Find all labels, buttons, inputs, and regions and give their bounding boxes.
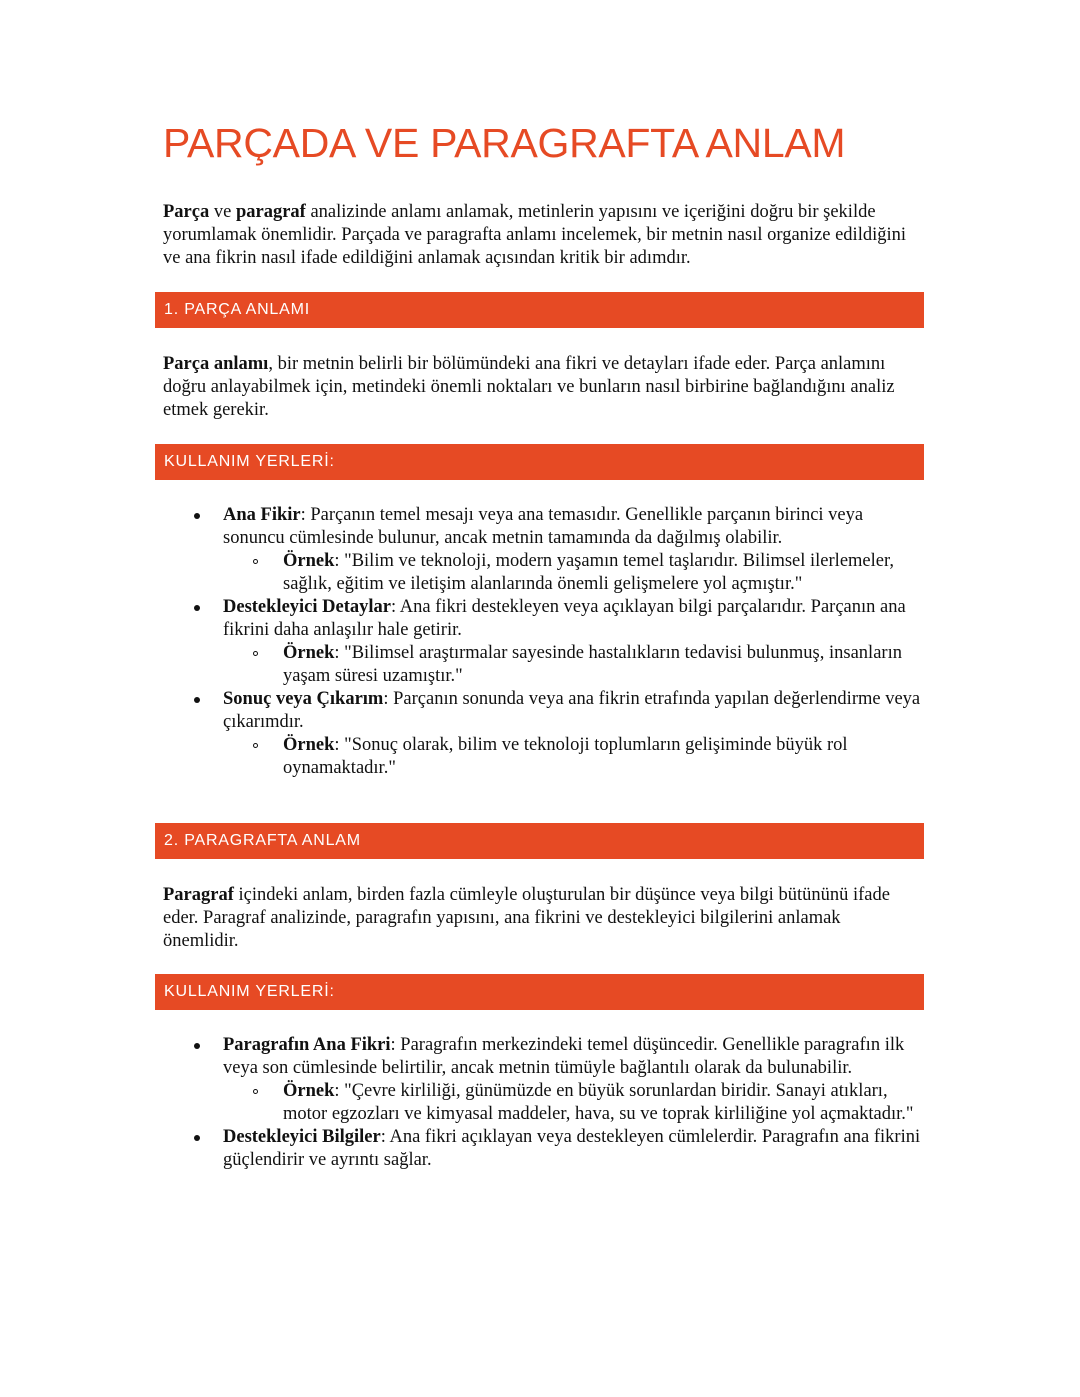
section-heading-paragrafta-anlam: 2. PARAGRAFTA ANLAM xyxy=(155,823,924,859)
example-text: : "Bilim ve teknoloji, modern yaşamın temel taşlarıdır. Bilimsel ilerlemeler, sağlık, eğitim ve iletişim alanlarında önemli gelişmelere yol açmıştır." xyxy=(283,551,895,594)
intro-bold-parca: Parça xyxy=(163,202,210,222)
bullet-icon xyxy=(194,1043,200,1049)
section2-text: içindeki anlam, birden fazla cümleyle oluşturulan bir düşünce veya bilgi bütününü ifade eder. Paragraf analizinde, paragrafın yapısını, ana fikrini ve destekleyici bilgilerini anlamak önemlidir. xyxy=(163,885,890,951)
circle-bullet-icon xyxy=(253,1089,258,1094)
example-label: Örnek xyxy=(283,643,335,663)
list-subitem xyxy=(223,642,923,688)
bullet-icon xyxy=(194,1135,200,1141)
list-item-term: Sonuç veya Çıkarım xyxy=(223,689,384,709)
usage-heading-section1: KULLANIM YERLERİ: xyxy=(155,444,924,480)
section1-usage-list xyxy=(163,504,923,780)
list-item-term: Destekleyici Bilgiler xyxy=(223,1127,381,1147)
list-item-term: Destekleyici Detaylar xyxy=(223,597,391,617)
list-item-text: : Ana fikri açıklayan veya destekleyen cümlelerdir. Paragrafın ana fikrini güçlendirir ve ayrıntı sağlar. xyxy=(223,1127,921,1170)
section-heading-parca-anlami: 1. PARÇA ANLAMI xyxy=(155,292,924,328)
example-label: Örnek xyxy=(283,735,335,755)
bullet-icon xyxy=(194,697,200,703)
list-item-text: : Ana fikri destekleyen veya açıklayan bilgi parçalarıdır. Parçanın ana fikrini daha anlaşılır hale getirir. xyxy=(223,597,906,640)
example-text: : "Çevre kirliliği, günümüzde en büyük sorunlardan biridir. Sanayi atıkları, motor egzozları ve kimyasal maddeler, hava, su ve toprak kirliliğine yol açmaktadır." xyxy=(283,1081,914,1124)
list-item xyxy=(163,1126,923,1172)
list-item xyxy=(163,596,923,642)
circle-bullet-icon xyxy=(253,743,258,748)
list-item xyxy=(163,1034,923,1080)
section2-bold-term: Paragraf xyxy=(163,885,234,905)
section2-paragraph xyxy=(163,884,913,953)
list-item xyxy=(163,504,923,550)
list-subitem xyxy=(223,734,923,780)
section1-text: , bir metnin belirli bir bölümündeki ana fikri ve detayları ifade eder. Parça anlamını doğru anlayabilmek için, metindeki önemli noktaları ve bunların nasıl birbirine bağlandığını analiz etmek gerekir. xyxy=(163,354,895,420)
list-subitem xyxy=(223,550,923,596)
intro-bold-paragraf: paragraf xyxy=(235,202,306,222)
intro-text-1: ve xyxy=(209,202,236,222)
page-title: PARÇADA VE PARAGRAFTA ANLAM xyxy=(163,120,846,166)
list-item-text: : Paragrafın merkezindeki temel düşüncedir. Genellikle paragrafın ilk veya son cümlesinde belirtilir, ancak metnin tümüyle bağlantılı olarak da bulunabilir. xyxy=(223,1035,905,1078)
bullet-icon xyxy=(194,605,200,611)
section2-usage-list xyxy=(163,1034,923,1172)
example-text: : "Bilimsel araştırmalar sayesinde hastalıkların tedavisi bulunmuş, insanların yaşam süresi uzamıştır." xyxy=(283,643,902,686)
example-label: Örnek xyxy=(283,551,335,571)
bullet-icon xyxy=(194,513,200,519)
example-text: : "Sonuç olarak, bilim ve teknoloji toplumların gelişiminde büyük rol oynamaktadır." xyxy=(283,735,848,778)
section1-bold-term: Parça anlamı xyxy=(163,354,269,374)
circle-bullet-icon xyxy=(253,559,258,564)
list-subitem xyxy=(223,1080,923,1126)
usage-heading-section2: KULLANIM YERLERİ: xyxy=(155,974,924,1010)
list-item-text: : Parçanın temel mesajı veya ana temasıdır. Genellikle parçanın birinci veya sonuncu cümlesinde bulunur, ancak metnin tamamında da dağılmış olabilir. xyxy=(223,505,864,548)
list-item xyxy=(163,688,923,734)
intro-text-2: analizinde anlamı anlamak, metinlerin yapısını ve içeriğini doğru bir şekilde yorumlamak önemlidir. Parçada ve paragrafta anlamı incelemek, bir metnin nasıl organize edildiğini ve ana fikrin nasıl ifade edildiğini anlamak açısından kritik bir adımdır. xyxy=(163,202,906,268)
section1-paragraph xyxy=(163,353,913,422)
circle-bullet-icon xyxy=(253,651,258,656)
example-label: Örnek xyxy=(283,1081,335,1101)
list-item-term: Ana Fikir xyxy=(223,505,301,525)
list-item-text: : Parçanın sonunda veya ana fikrin etrafında yapılan değerlendirme veya çıkarımdır. xyxy=(223,689,921,732)
list-item-term: Paragrafın Ana Fikri xyxy=(223,1035,391,1055)
intro-paragraph xyxy=(163,201,913,270)
